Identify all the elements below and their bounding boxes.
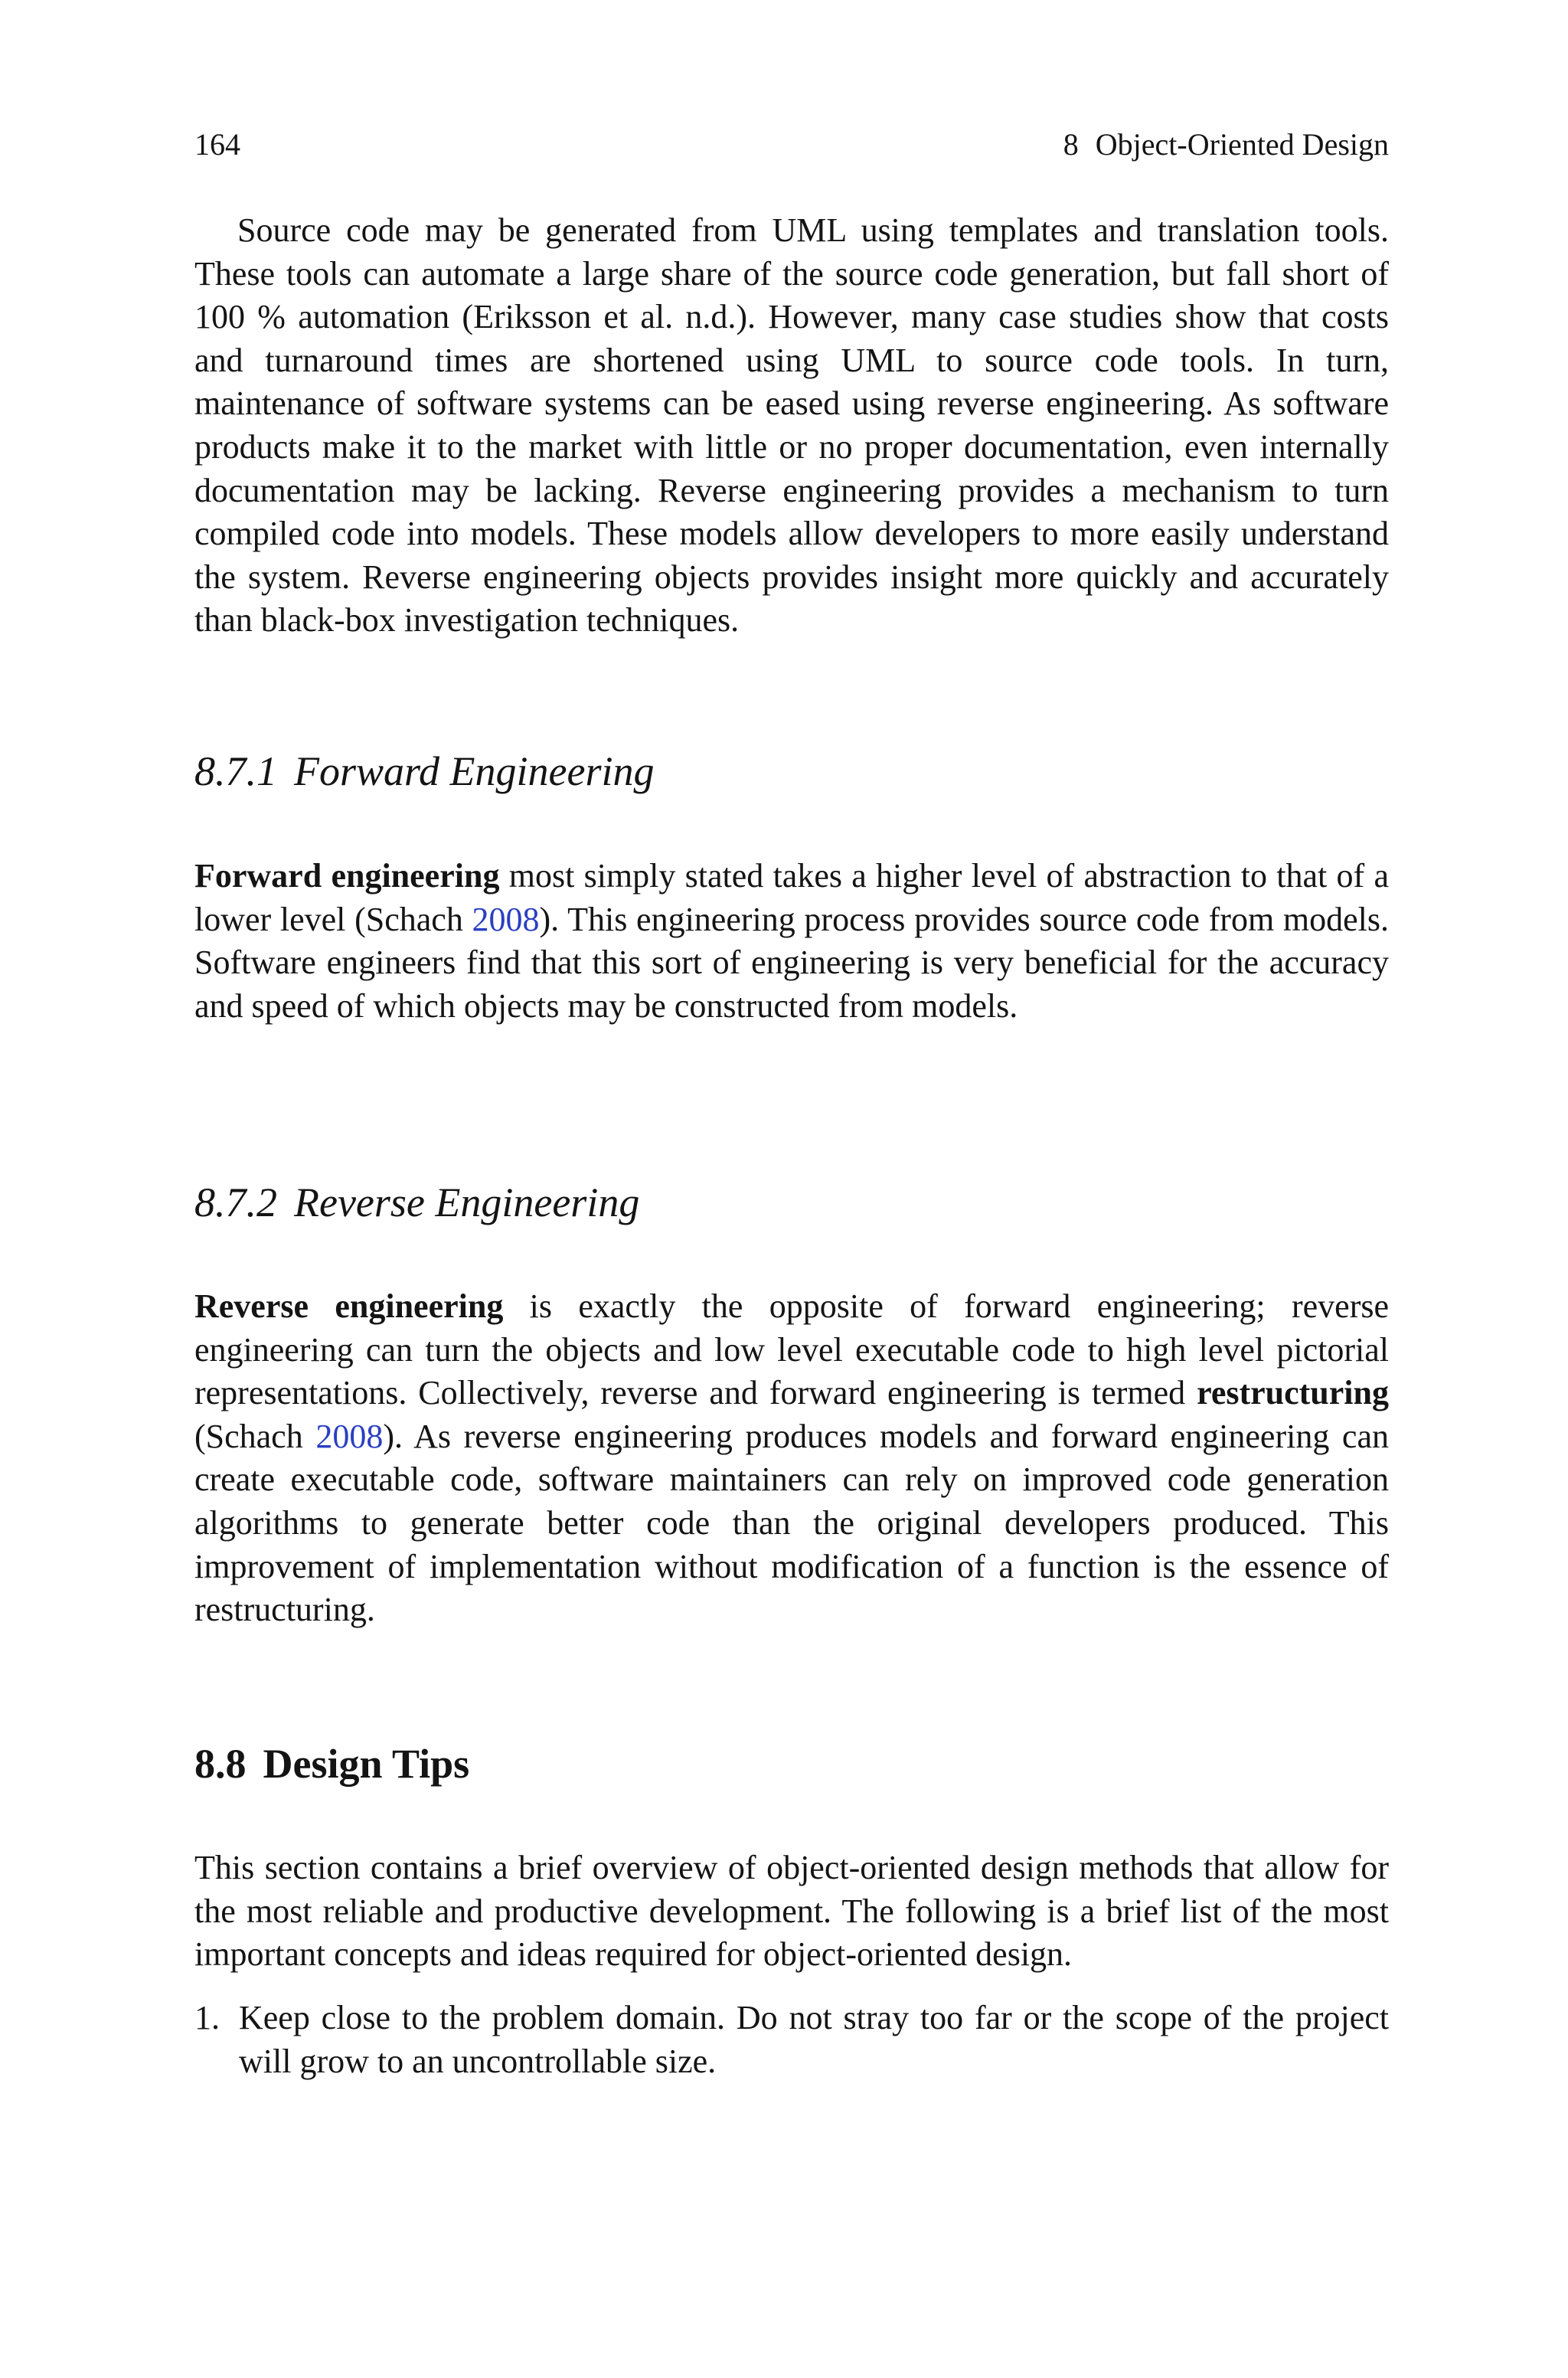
list-item <box>194 1997 1389 2083</box>
section-number: 8.7.1 <box>194 748 277 794</box>
forward-engineering-paragraph <box>194 855 1389 1028</box>
intro-paragraph: Source code may be generated from UML using templates and translation tools. These tools can automate a large share of the source code generation, but fall short of 100 % automation (Eriksson et al. n.d.). However, many case studies show that costs and turnaround times are shortened using UML to source code tools. In turn, maintenance of software systems can be eased using reverse engineering. As software products make it to the market with little or no proper documentation, even internally documentation may be lacking. Reverse engineering provides a mechanism to turn compiled code into models. These models allow developers to more easily understand the system. Reverse engineering objects provides insight more quickly and accurately than black-box investigation techniques. <box>194 211 1389 639</box>
citation-link-schach-2008[interactable]: 2008 <box>315 1417 384 1455</box>
list-item-number: 1. <box>194 1999 220 2036</box>
chapter-title <box>1063 126 1389 164</box>
paragraph-text: is exactly the opposite of forward engineering; reverse engineering can turn the objects and low level executable code to high level pictorial representations. Collectively, reverse and forward engineering is termed <box>194 1287 1389 1412</box>
chapter-number: 8 <box>1063 127 1079 162</box>
term-restructuring: restructuring <box>1197 1374 1389 1412</box>
section-title: Design Tips <box>263 1741 470 1787</box>
reverse-engineering-paragraph <box>194 1285 1389 1632</box>
paragraph-text: (Schach <box>194 1417 316 1455</box>
list-item-text: Keep close to the problem domain. Do not stray too far or the scope of the project will grow to an uncontrollable size. <box>239 1999 1389 2080</box>
term-forward-engineering: Forward engineering <box>194 857 500 895</box>
chapter-title-text: Object-Oriented Design <box>1095 127 1389 162</box>
paragraph-text: most simply stated takes a higher level of abstraction to that of a lower level (Schach <box>194 857 1389 938</box>
running-head <box>194 126 1389 164</box>
section-title: Reverse Engineering <box>294 1179 640 1225</box>
term-reverse-engineering: Reverse engineering <box>194 1287 504 1325</box>
page-number: 164 <box>194 127 240 162</box>
section-title: Forward Engineering <box>294 748 655 794</box>
section-number: 8.8 <box>194 1741 247 1787</box>
citation-link-schach-2008[interactable]: 2008 <box>472 900 540 938</box>
section-number: 8.7.2 <box>194 1179 277 1225</box>
design-tips-list <box>194 1997 1389 2083</box>
paragraph-text: ). This engineering process provides source code from models. Software engineers find that this sort of engineering is very beneficial for the accuracy and speed of which objects may be constructed from models. <box>194 900 1389 1025</box>
section-heading-forward-engineering <box>194 746 654 796</box>
design-tips-paragraph: This section contains a brief overview of object-oriented design methods that allow for the most reliable and productive development. The following is a brief list of the most important concepts and ideas required for object-oriented design. <box>194 1849 1389 1974</box>
section-heading-design-tips <box>194 1739 469 1789</box>
section-heading-reverse-engineering <box>194 1177 639 1228</box>
paragraph-text: ). As reverse engineering produces models and forward engineering can create executable code, software maintainers can rely on improved code generation algorithms to generate better code than the original developers produced. This improvement of implementation without modification of a function is the essence of restructuring. <box>194 1417 1389 1629</box>
